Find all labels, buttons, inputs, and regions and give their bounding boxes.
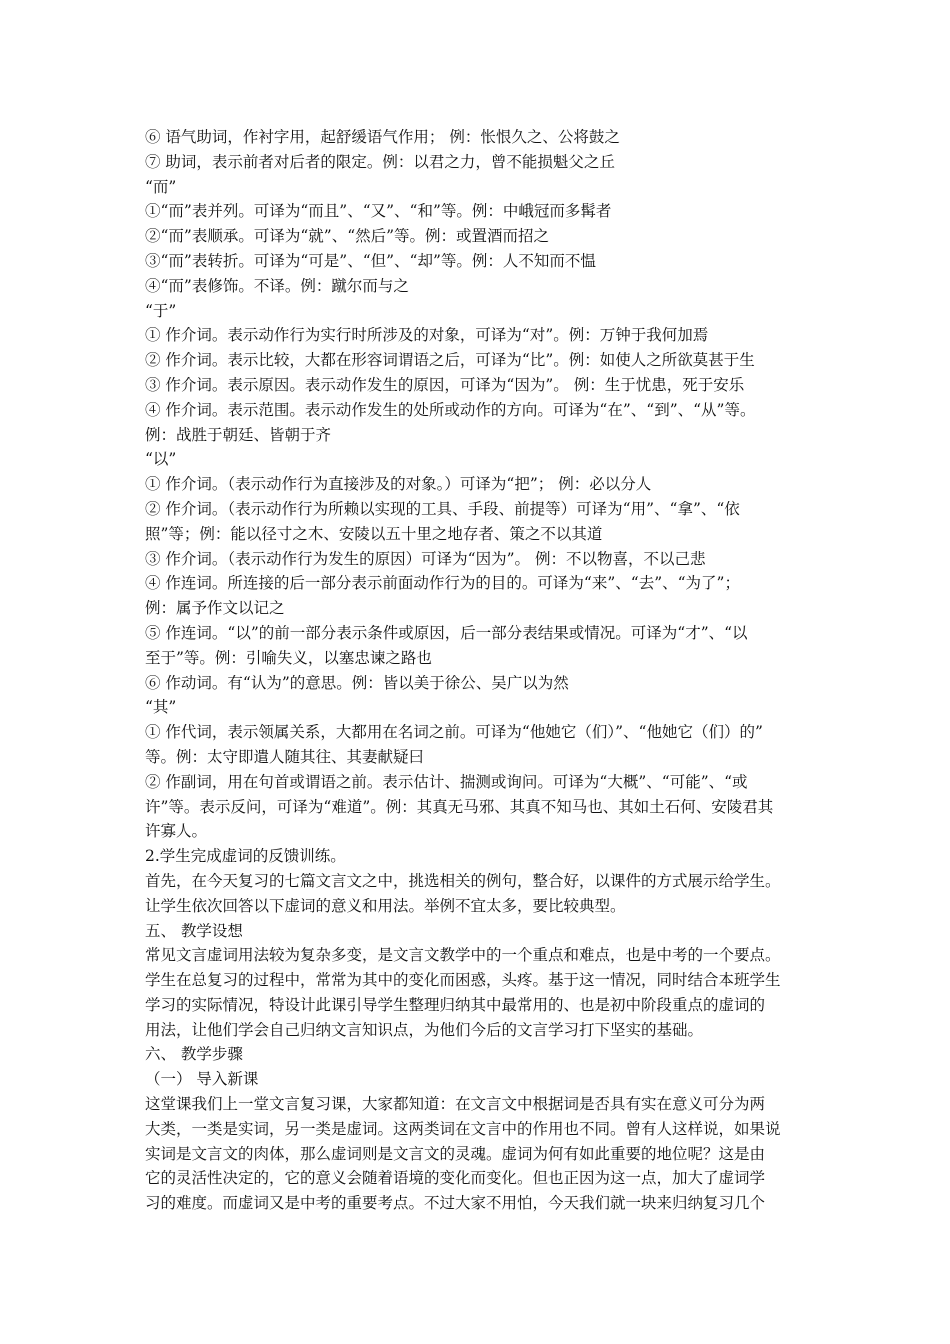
text-line: 许”等。表示反问，可译为“难道”。例：其真无马邪、其真不知马也、其如土石何、安陵君其 [145, 797, 774, 816]
text-line: ③ 作介词。（表示动作行为发生的原因）可译为“因为”。 例：不以物喜，不以己悲 [145, 549, 706, 568]
text-line: 例：战胜于朝廷、皆朝于齐 [145, 425, 332, 444]
text-line: （一） 导入新课 [145, 1070, 259, 1089]
text-line: 学生在总复习的过程中，常常为其中的变化而困惑，头疼。基于这一情况，同时结合本班学生 [145, 971, 781, 990]
text-line: 首先，在今天复习的七篇文言文之中，挑选相关的例句，整合好，以课件的方式展示给学生。 [145, 871, 781, 890]
text-line: 五、 教学设想 [145, 921, 243, 940]
text-line: ① 作代词，表示领属关系，大都用在名词之前。可译为“他她它（们）”、“他她它（们）的” [145, 723, 763, 742]
text-line: ②“而”表顺承。可译为“就”、“然后”等。例：或置酒而招之 [145, 227, 550, 246]
text-line: ⑤ 作连词。“以”的前一部分表示条件或原因，后一部分表结果或情况。可译为“才”、“以 [145, 623, 748, 642]
text-line: “于” [145, 301, 177, 320]
text-line: 这堂课我们上一堂文言复习课，大家都知道：在文言文中根据词是否具有实在意义可分为两 [145, 1095, 766, 1114]
document-page [145, 125, 815, 1216]
text-line: 实词是文言文的肉体，那么虚词则是文言文的灵魂。虚词为何有如此重要的地位呢？这是由 [145, 1144, 766, 1163]
text-line: 许寡人。 [145, 822, 208, 841]
text-line: ③“而”表转折。可译为“可是”、“但”、“却”等。例：人不知而不愠 [145, 251, 596, 270]
text-line: 等。例：太守即遣人随其往、其妻献疑曰 [145, 747, 425, 766]
text-line: ② 作介词。表示比较，大都在形容词谓语之后，可译为“比”。例：如使人之所欲莫甚于生 [145, 351, 755, 370]
text-line: 大类，一类是实词，另一类是虚词。这两类词在文言中的作用也不同。曾有人这样说，如果说 [145, 1119, 781, 1138]
text-line: 至于”等。例：引喻失义，以塞忠谏之路也 [145, 648, 432, 667]
text-line: 2.学生完成虚词的反馈训练。 [145, 847, 346, 866]
text-line: ② 作介词。（表示动作行为所赖以实现的工具、手段、前提等）可译为“用”、“拿”、“依 [145, 499, 740, 518]
text-line: 照”等；例：能以径寸之木、安陵以五十里之地存者、策之不以其道 [145, 524, 603, 543]
text-line: 学习的实际情况，特设计此课引导学生整理归纳其中最常用的、也是初中阶段重点的虚词的 [145, 995, 766, 1014]
text-line: ④“而”表修饰。不译。例：蹴尔而与之 [145, 276, 409, 295]
text-line: 习的难度。而虚词又是中考的重要考点。不过大家不用怕，今天我们就一块来归纳复习几个 [145, 1194, 766, 1213]
text-line: “而” [145, 177, 177, 196]
text-line: ② 作副词，用在句首或谓语之前。表示估计、揣测或询问。可译为“大概”、“可能”、“或 [145, 772, 748, 791]
text-line: ① 作介词。（表示动作行为直接涉及的对象。）可译为“把”； 例：必以分人 [145, 475, 652, 494]
text-line: “其” [145, 698, 177, 717]
text-line: “以” [145, 450, 177, 469]
text-line: ① 作介词。表示动作行为实行时所涉及的对象，可译为“对”。例：万钟于我何加焉 [145, 326, 709, 345]
text-line: ⑥ 作动词。有“认为”的意思。例：皆以美于徐公、吴广以为然 [145, 673, 569, 692]
text-line: ①“而”表并列。可译为“而且”、“又”、“和”等。例：中峨冠而多髯者 [145, 202, 612, 221]
text-line: ⑥ 语气助词，作衬字用，起舒缓语气作用； 例：怅恨久之、公将鼓之 [145, 128, 620, 146]
text-line: 让学生依次回答以下虚词的意义和用法。举例不宜太多，要比较典型。 [145, 896, 626, 915]
text-line: ④ 作介词。表示范围。表示动作发生的处所或动作的方向。可译为“在”、“到”、“从”等。 [145, 400, 756, 419]
text-line: 常见文言虚词用法较为复杂多变，是文言文教学中的一个重点和难点，也是中考的一个要点。 [145, 946, 781, 965]
text-line: 用法，让他们学会自己归纳文言知识点，为他们今后的文言学习打下坚实的基础。 [145, 1020, 704, 1039]
text-line: ③ 作介词。表示原因。表示动作发生的原因，可译为“因为”。 例：生于忧患，死于安乐 [145, 375, 745, 394]
text-line: 例：属予作文以记之 [145, 599, 285, 618]
text-line: 六、 教学步骤 [145, 1045, 243, 1064]
text-line: 它的灵活性决定的，它的意义会随着语境的变化而变化。但也正因为这一点，加大了虚词学 [145, 1169, 766, 1188]
text-line: ④ 作连词。所连接的后一部分表示前面动作行为的目的。可译为“来”、“去”、“为了”； [145, 574, 740, 593]
text-line: ⑦ 助词，表示前者对后者的限定。例：以君之力，曾不能损魁父之丘 [145, 152, 615, 171]
